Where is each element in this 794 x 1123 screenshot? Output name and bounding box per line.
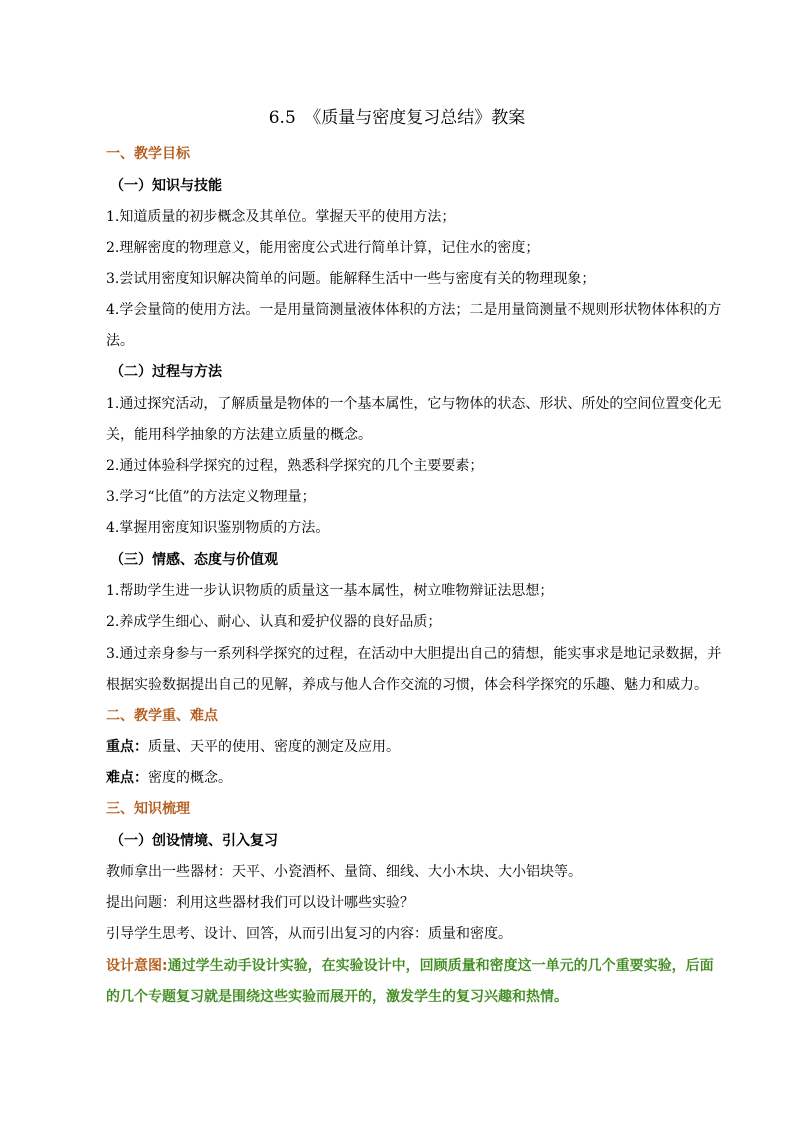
section-heading-knowledge-review: 三、知识梳理: [106, 801, 190, 817]
difficult-label: 难点：: [106, 770, 148, 786]
subheading-knowledge-skills: （一）知识与技能: [110, 178, 222, 194]
paragraph-line: 1.通过探究活动，了解质量是物体的一个基本属性，它与物体的状态、形状、所处的空间位置变化无: [106, 396, 722, 412]
paragraph-line: 关，能用科学抽象的方法建立质量的概念。: [106, 427, 372, 443]
difficult-text: 密度的概念。: [148, 770, 232, 786]
difficult-point-line: [106, 768, 726, 788]
paragraph-line: 提出问题：利用这些器材我们可以设计哪些实验？: [106, 895, 414, 911]
paragraph-line: 3.学习“比值”的方法定义物理量；: [106, 489, 316, 505]
paragraph-line: 2.理解密度的物理意义，能用密度公式进行简单计算，记住水的密度；: [106, 240, 540, 256]
key-point-line: [106, 737, 726, 757]
paragraph-line: 3.通过亲身参与一系列科学探究的过程，在活动中大胆提出自己的猜想，能实事求是地记录数据，并: [106, 646, 722, 662]
paragraph-line: 2.养成学生细心、耐心、认真和爱护仪器的良好品质；: [106, 614, 442, 630]
section-heading-key-points: 二、教学重、难点: [106, 708, 218, 724]
section-heading-teaching-goals: 一、教学目标: [106, 146, 190, 162]
paragraph-line: 引导学生思考、设计、回答，从而引出复习的内容：质量和密度。: [106, 926, 512, 942]
subheading-create-scenario: （一）创设情境、引入复习: [110, 833, 278, 849]
key-label: 重点：: [106, 739, 148, 755]
key-text: 质量、天平的使用、密度的测定及应用。: [148, 739, 400, 755]
paragraph-line: 1.帮助学生进一步认识物质的质量这一基本属性，树立唯物辩证法思想；: [106, 583, 554, 599]
document-title: 6.5 《质量与密度复习总结》教案: [268, 108, 526, 128]
design-intent-label: 设计意图:: [106, 958, 168, 974]
paragraph-line: 2.通过体验科学探究的过程，熟悉科学探究的几个主要要素；: [106, 458, 484, 474]
paragraph-line: 4.掌握用密度知识鉴别物质的方法。: [106, 520, 330, 536]
subheading-process-method: （二）过程与方法: [110, 364, 222, 380]
design-intent-text: 通过学生动手设计实验，在实验设计中，回顾质量和密度这一单元的几个重要实验，后面: [167, 958, 714, 974]
paragraph-line: 根据实验数据提出自己的见解，养成与他人合作交流的习惯，体会科学探究的乐趣、魅力和威力。: [106, 677, 708, 693]
paragraph-line: 1.知道质量的初步概念及其单位。掌握天平的使用方法；: [106, 209, 456, 225]
subheading-emotion-attitude: （三）情感、态度与价值观: [110, 552, 278, 568]
design-intent-line: [106, 956, 726, 976]
paragraph-line: 教师拿出一些器材：天平、小瓷酒杯、量筒、细线、大小木块、大小铝块等。: [106, 864, 582, 880]
paragraph-line: 法。: [106, 333, 134, 349]
design-intent-continued: 的几个专题复习就是围绕这些实验而展开的，激发学生的复习兴趣和热情。: [106, 989, 568, 1005]
paragraph-line: 4.学会量筒的使用方法。一是用量筒测量液体体积的方法；二是用量筒测量不规则形状物体体积的方: [106, 302, 722, 318]
paragraph-line: 3.尝试用密度知识解决简单的问题。能解释生活中一些与密度有关的物理现象；: [106, 271, 596, 287]
